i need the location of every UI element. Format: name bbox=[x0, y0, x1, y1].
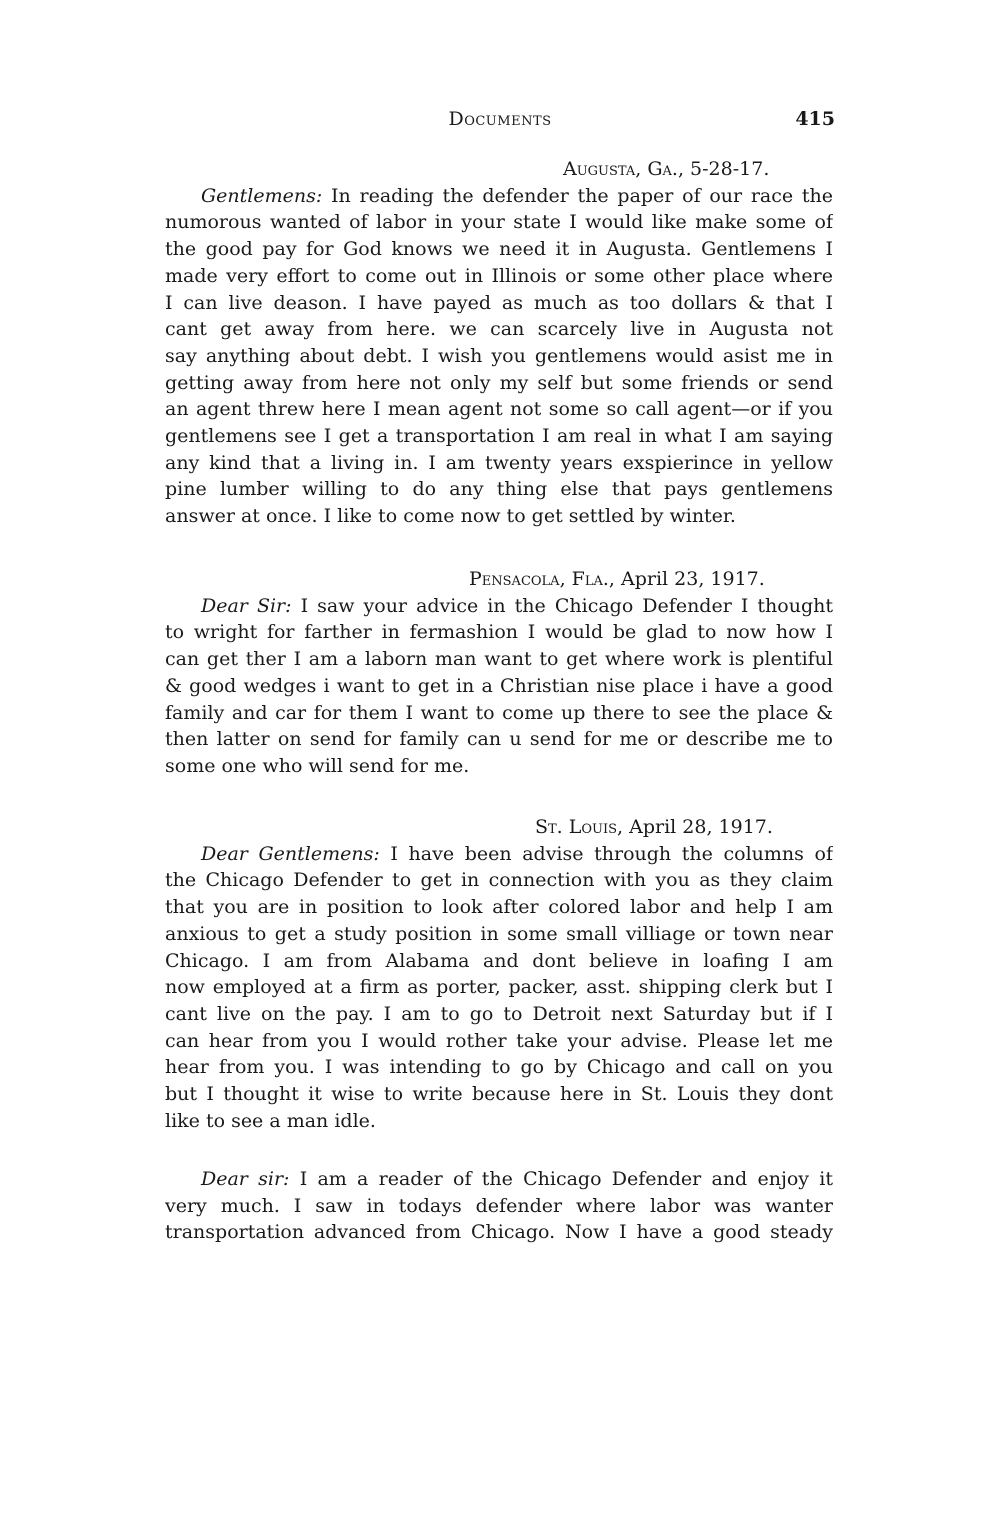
letter-line: answer at once. I like to come now to get settled by winter. bbox=[165, 505, 736, 528]
letter-line: then latter on send for family can u send for me or describe me to bbox=[165, 728, 833, 751]
dateline bbox=[165, 566, 833, 593]
line-text: I am a reader of the Chicago Defender and enjoy it bbox=[299, 1168, 833, 1190]
dateline-date: April 28, 1917. bbox=[629, 816, 773, 838]
line-text: I have been advise through the columns of bbox=[390, 842, 833, 865]
letter-line: cant get away from here. we can scarcely live in Augusta not bbox=[165, 318, 833, 341]
letter-line bbox=[165, 593, 833, 620]
letter-line: gentlemens see I get a transportation I am real in what I am saying bbox=[165, 425, 833, 448]
letter-line: made very effort to come out in Illinois or some other place where bbox=[165, 264, 833, 287]
letter-line: cant live on the pay. I am to go to Detroit next Saturday but if I bbox=[165, 1002, 833, 1025]
letter-line: transportation advanced from Chicago. Now I have a good steady bbox=[165, 1221, 833, 1244]
letter-line: hear from you. I was intending to go by Chicago and call on you bbox=[165, 1056, 833, 1079]
letter-line bbox=[165, 841, 833, 868]
letter-line: very much. I saw in todays defender where labor was wanter bbox=[165, 1194, 833, 1217]
dateline bbox=[165, 156, 833, 183]
letter-line: an agent threw here I mean agent not some so call agent—or if you bbox=[165, 398, 833, 421]
letter-line: numorous wanted of labor in your state I would like make some of bbox=[165, 211, 833, 234]
salutation: Gentlemens: bbox=[201, 184, 323, 207]
letter-line: the good pay for God knows we need it in Augusta. Gentlemens I bbox=[165, 238, 833, 261]
letter-line: I can live deason. I have payed as much as too dollars & that I bbox=[165, 291, 833, 314]
letter-line: some one who will send for me. bbox=[165, 754, 470, 777]
letter-line: any kind that a living in. I am twenty years exspierince in yellow bbox=[165, 451, 833, 474]
letter-line: pine lumber willing to do any thing else that pays gentlemens bbox=[165, 478, 833, 501]
line-text: I saw your advice in the Chicago Defender I thought bbox=[300, 594, 833, 617]
letter-line: can get ther I am a laborn man want to get where work is plentiful bbox=[165, 648, 833, 671]
letter-line bbox=[165, 1166, 833, 1193]
letter-line: getting away from here not only my self but some friends or send bbox=[165, 371, 833, 394]
salutation: Dear sir: bbox=[201, 1168, 290, 1190]
letter-line: the Chicago Defender to get in connection with you as they claim bbox=[165, 869, 833, 892]
running-head bbox=[165, 108, 835, 138]
dateline-place: St. Louis, bbox=[535, 816, 624, 838]
letter-augusta bbox=[165, 156, 833, 530]
dateline-place: Pensacola, Fla., bbox=[469, 568, 615, 590]
letter-pensacola bbox=[165, 566, 833, 780]
letter-line: that you are in position to look after colored labor and help I am bbox=[165, 896, 833, 919]
letter-dear-sir bbox=[165, 1166, 833, 1246]
letter-line: & good wedges i want to get in a Christian nise place i have a good bbox=[165, 674, 833, 697]
dateline bbox=[165, 814, 833, 841]
letter-line: but I thought it wise to write because here in St. Louis they dont bbox=[165, 1083, 833, 1106]
letter-line: like to see a man idle. bbox=[165, 1109, 376, 1132]
letter-line bbox=[165, 183, 833, 210]
dateline-date: April 23, 1917. bbox=[620, 568, 765, 590]
running-title: Documents bbox=[448, 108, 552, 130]
letter-line: family and car for them I want to come up there to see the place & bbox=[165, 701, 833, 724]
letter-line: Chicago. I am from Alabama and dont believe in loafing I am bbox=[165, 949, 833, 972]
letter-st-louis bbox=[165, 814, 833, 1134]
letter-line: say anything about debt. I wish you gentlemens would asist me in bbox=[165, 344, 833, 367]
letter-line: to wright for farther in fermashion I would be glad to now how I bbox=[165, 621, 833, 644]
letter-line: can hear from you I would rother take your advise. Please let me bbox=[165, 1029, 833, 1052]
dateline-date: 5-28-17. bbox=[690, 158, 770, 180]
page-number: 415 bbox=[795, 108, 835, 130]
letter-line: now employed at a firm as porter, packer, asst. shipping clerk but I bbox=[165, 976, 833, 999]
line-text: In reading the defender the paper of our race the bbox=[331, 184, 833, 207]
salutation: Dear Gentlemens: bbox=[201, 842, 380, 865]
letter-line: anxious to get a study position in some small villiage or town near bbox=[165, 922, 833, 945]
dateline-place: Augusta, Ga., bbox=[563, 158, 684, 180]
salutation: Dear Sir: bbox=[201, 594, 292, 617]
